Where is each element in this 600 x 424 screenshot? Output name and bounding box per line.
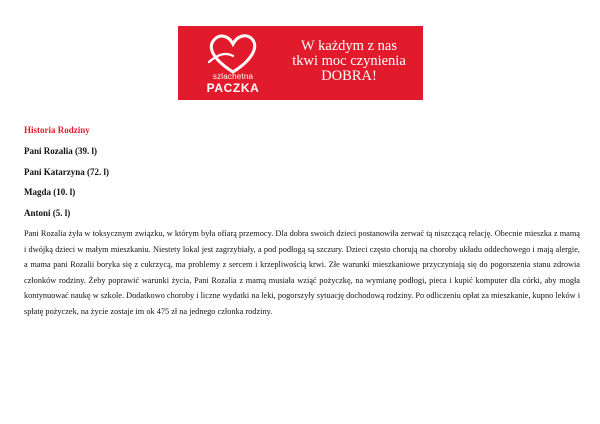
brand-name-big: PACZKA — [206, 81, 260, 95]
section-title: Historia Rodziny — [24, 125, 90, 135]
slogan — [282, 39, 416, 84]
family-member: Magda (10. l) — [24, 187, 76, 197]
slogan-line: DOBRA! — [321, 68, 377, 84]
family-member: Pani Rozalia (39. l) — [24, 146, 97, 156]
slogan-line: tkwi moc czynienia — [292, 53, 406, 69]
heart-outline-icon — [204, 32, 262, 76]
header-banner — [178, 26, 423, 100]
family-member: Pani Katarzyna (72. l) — [24, 166, 109, 177]
family-member: Antoni (5. l) — [24, 207, 71, 218]
family-story: Pani Rozalia żyła w toksycznym związku, w którym była ofiarą przemocy. Dla dobra swoich dzieci postanowiła zerwać tą niszczącą relację. Obecnie mieszka z mamą i dwójką dzieci w małym mieszkaniu. Niestety lokal jest zagrzybiały, a pod podłogą są szczury. Dzieci często chorują na choroby układu oddechowego i mają alergie, a mama pani Rozalii boryka się z cukrzycą, ma problemy z sercem i krzepliwością krwi. Złe warunki mieszkaniowe przyczyniają się do pogorszenia stanu zdrowia członków rodziny. Żeby poprawić warunki życia, Pani Rozalia z mamą musiała wziąć pożyczkę, na wymianę podłogi, pieca i kupić komputer dla córki, aby mogła kontynuować naukę w szkole. Dodatkowo choroby i liczne wydatki na leki, pogorszyły sytuację dochodową rodziny. Po odliczeniu opłat za mieszkanie, kupno leków i spłatę pożyczek, na życie zostaje im ok 475 zł na jednego członka rodziny. — [24, 229, 580, 316]
slogan-line: W każdym z nas — [301, 38, 397, 54]
document-body — [24, 125, 580, 319]
brand-name-small: szlachetna — [212, 72, 254, 81]
